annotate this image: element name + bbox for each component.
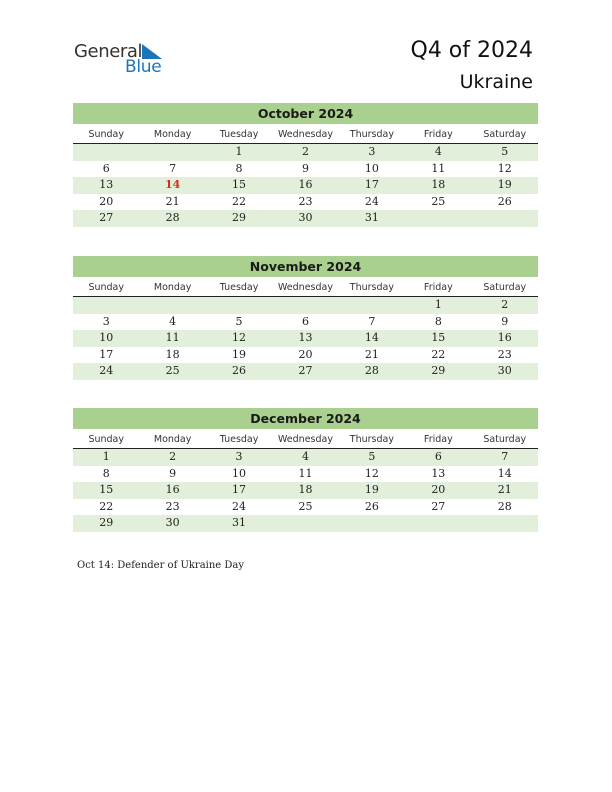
week-row xyxy=(73,297,538,314)
day-cell: 2 xyxy=(169,450,177,463)
day-cell: 18 xyxy=(165,347,180,361)
week-row xyxy=(73,515,538,532)
day-cell: 8 xyxy=(235,161,243,175)
day-cell: 6 xyxy=(301,314,309,328)
week-row xyxy=(73,330,538,347)
weekday-label: Saturday xyxy=(483,129,527,140)
month-header: October 2024 xyxy=(73,103,538,124)
country-name: Ukraine xyxy=(459,71,533,93)
weekday-label: Friday xyxy=(423,282,453,293)
weekday-label: Wednesday xyxy=(277,434,333,445)
week-row xyxy=(73,347,538,364)
day-cell: 16 xyxy=(165,483,180,496)
weekday-header-row xyxy=(73,280,538,297)
week-row xyxy=(73,194,538,211)
day-cell: 24 xyxy=(232,499,247,513)
day-cell: 5 xyxy=(501,145,509,158)
holiday-day-cell: 14 xyxy=(164,178,181,191)
day-cell: 27 xyxy=(99,211,114,224)
day-cell: 28 xyxy=(497,499,512,513)
day-cell: 21 xyxy=(497,483,512,496)
day-cell: 26 xyxy=(364,499,379,513)
day-cell: 18 xyxy=(298,483,313,496)
day-cell: 16 xyxy=(298,178,313,191)
day-cell: 13 xyxy=(99,178,114,191)
day-cell: 22 xyxy=(431,347,446,361)
day-cell: 10 xyxy=(99,331,114,344)
day-cell: 30 xyxy=(165,516,180,529)
weekday-label: Sunday xyxy=(88,282,124,293)
day-cell: 19 xyxy=(364,483,379,496)
day-cell: 12 xyxy=(232,331,247,344)
day-cell: 21 xyxy=(364,347,379,361)
week-row xyxy=(73,177,538,194)
day-cell xyxy=(339,297,405,314)
day-cell xyxy=(472,515,538,532)
day-cell: 23 xyxy=(497,347,512,361)
weekday-label: Tuesday xyxy=(219,129,259,140)
day-cell: 18 xyxy=(431,178,446,191)
day-cell xyxy=(139,297,205,314)
day-cell: 1 xyxy=(434,298,442,311)
day-cell: 7 xyxy=(368,314,376,328)
day-cell xyxy=(139,144,205,161)
day-cell xyxy=(73,297,139,314)
weekday-label: Tuesday xyxy=(219,434,259,445)
day-cell xyxy=(73,144,139,161)
day-cell xyxy=(272,297,338,314)
day-cell: 3 xyxy=(368,145,376,158)
weekday-label: Friday xyxy=(423,434,453,445)
day-cell: 27 xyxy=(431,499,446,513)
day-cell: 23 xyxy=(165,499,180,513)
day-cell: 1 xyxy=(235,145,243,158)
day-cell: 5 xyxy=(235,314,243,328)
day-cell: 28 xyxy=(165,211,180,224)
day-cell: 29 xyxy=(232,211,247,224)
day-cell: 11 xyxy=(298,466,313,480)
day-cell: 12 xyxy=(364,466,379,480)
day-cell: 25 xyxy=(431,194,446,208)
day-cell: 20 xyxy=(99,194,114,208)
day-cell: 31 xyxy=(364,211,379,224)
day-cell: 4 xyxy=(169,314,177,328)
day-cell: 13 xyxy=(298,331,313,344)
weekday-label: Thursday xyxy=(349,129,394,140)
month-header: December 2024 xyxy=(73,408,538,429)
day-cell: 14 xyxy=(364,331,379,344)
weekday-label: Wednesday xyxy=(277,282,333,293)
day-cell: 26 xyxy=(232,364,247,377)
day-cell: 19 xyxy=(497,178,512,191)
day-cell: 3 xyxy=(235,450,243,463)
day-cell: 9 xyxy=(301,161,309,175)
week-row xyxy=(73,499,538,516)
day-cell: 6 xyxy=(102,161,110,175)
day-cell: 14 xyxy=(497,466,512,480)
weekday-label: Saturday xyxy=(483,282,527,293)
day-cell: 24 xyxy=(99,364,114,377)
day-cell: 29 xyxy=(99,516,114,529)
weekday-label: Thursday xyxy=(349,434,394,445)
day-cell: 15 xyxy=(99,483,114,496)
holiday-notes xyxy=(77,560,244,571)
day-cell: 8 xyxy=(102,466,110,480)
day-cell: 11 xyxy=(431,161,446,175)
day-cell: 8 xyxy=(434,314,442,328)
week-row xyxy=(73,363,538,380)
day-cell: 31 xyxy=(232,516,247,529)
day-cell: 27 xyxy=(298,364,313,377)
day-cell: 22 xyxy=(99,499,114,513)
day-cell xyxy=(339,515,405,532)
day-cell: 25 xyxy=(298,499,313,513)
weekday-label: Monday xyxy=(153,129,192,140)
day-cell: 15 xyxy=(431,331,446,344)
month-november xyxy=(73,256,538,380)
weekday-label: Thursday xyxy=(349,282,394,293)
weekday-header-row xyxy=(73,432,538,449)
day-cell: 29 xyxy=(431,364,446,377)
weekday-label: Monday xyxy=(153,434,192,445)
day-cell xyxy=(206,297,272,314)
logo-word-general: General xyxy=(74,41,143,62)
day-cell: 4 xyxy=(301,450,309,463)
weekday-label: Monday xyxy=(153,282,192,293)
logo-word-blue: Blue xyxy=(125,57,162,77)
weekday-label: Saturday xyxy=(483,434,527,445)
day-cell: 9 xyxy=(501,314,509,328)
day-cell: 17 xyxy=(99,347,114,361)
day-cell: 2 xyxy=(301,145,309,158)
day-cell: 28 xyxy=(364,364,379,377)
holiday-note: Oct 14: Defender of Ukraine Day xyxy=(77,560,245,571)
week-row xyxy=(73,482,538,499)
day-cell: 15 xyxy=(232,178,247,191)
day-cell: 20 xyxy=(298,347,313,361)
day-cell: 19 xyxy=(232,347,247,361)
day-cell: 2 xyxy=(501,298,509,311)
day-cell: 7 xyxy=(501,450,509,463)
day-cell: 5 xyxy=(368,450,376,463)
day-cell xyxy=(472,210,538,227)
day-cell: 10 xyxy=(364,161,379,175)
month-october xyxy=(73,103,538,227)
month-header: November 2024 xyxy=(73,256,538,277)
day-cell: 13 xyxy=(431,466,446,480)
day-cell: 11 xyxy=(165,331,180,344)
day-cell: 24 xyxy=(364,194,379,208)
day-cell: 12 xyxy=(497,161,512,175)
week-row xyxy=(73,161,538,178)
day-cell: 1 xyxy=(102,450,110,463)
month-december xyxy=(73,408,538,532)
day-cell: 23 xyxy=(298,194,313,208)
day-cell: 17 xyxy=(364,178,379,191)
day-cell: 16 xyxy=(497,331,512,344)
day-cell: 26 xyxy=(497,194,512,208)
general-blue-logo xyxy=(74,41,174,77)
day-cell: 30 xyxy=(298,211,313,224)
day-cell xyxy=(405,210,471,227)
weekday-label: Friday xyxy=(423,129,453,140)
week-row xyxy=(73,314,538,331)
week-row xyxy=(73,449,538,466)
day-cell: 30 xyxy=(497,364,512,377)
day-cell xyxy=(405,515,471,532)
weekday-label: Tuesday xyxy=(219,282,259,293)
week-row xyxy=(73,466,538,483)
weekday-label: Wednesday xyxy=(277,129,333,140)
week-row xyxy=(73,144,538,161)
day-cell: 17 xyxy=(232,483,247,496)
day-cell: 22 xyxy=(232,194,247,208)
day-cell: 9 xyxy=(169,466,177,480)
day-cell: 7 xyxy=(169,161,177,175)
day-cell: 3 xyxy=(102,314,110,328)
day-cell: 25 xyxy=(165,364,180,377)
day-cell: 10 xyxy=(232,466,247,480)
weekday-label: Sunday xyxy=(88,434,124,445)
day-cell: 20 xyxy=(431,483,446,496)
day-cell: 6 xyxy=(434,450,442,463)
day-cell: 4 xyxy=(434,145,442,158)
weekday-label: Sunday xyxy=(88,129,124,140)
page-title: Q4 of 2024 xyxy=(410,38,533,63)
day-cell xyxy=(272,515,338,532)
week-row xyxy=(73,210,538,227)
weekday-header-row xyxy=(73,127,538,144)
day-cell: 21 xyxy=(165,194,180,208)
